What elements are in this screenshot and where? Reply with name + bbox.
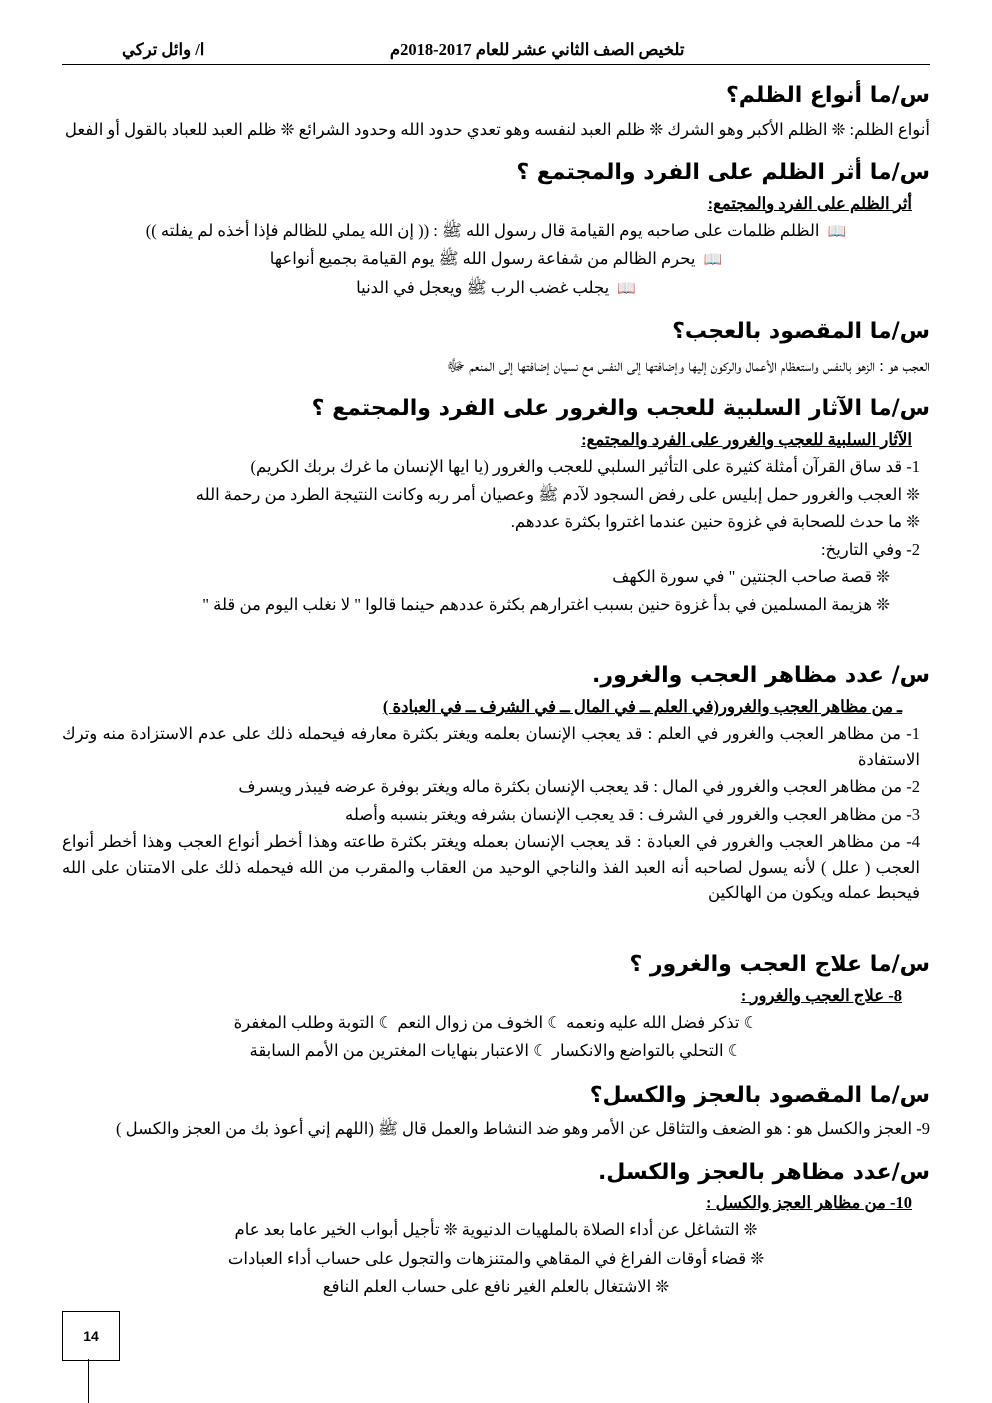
book-icon: 📖 — [703, 250, 723, 269]
list-item: ☾ تذكر فضل الله عليه ونعمه ☾ الخوف من زوال النعم ☾ التوبة وطلب المغفرة — [233, 1012, 759, 1032]
section-title-3: س/ما المقصود بالعجب؟ — [672, 319, 930, 345]
list-item: 1- قد ساق القرآن أمثلة كثيرة على التأثير السلبي للعجب والغرور (يا ايها الإنسان ما غرك بربك الكريم) — [250, 457, 920, 477]
list-item: ☾ التحلي بالتواضع والانكسار ☾ الاعتبار بنهايات المغترين من الأمم السابقة — [249, 1041, 743, 1061]
list-item: ❊ ما حدث للصحابة في غزوة حنين عندما اغتروا بكثرة عددهم. — [510, 512, 920, 532]
section-title-1: س/ما أنواع الظلم؟ — [726, 83, 930, 108]
header-title: تلخيص الصف الثاني عشر للعام 2017-2018م — [389, 40, 685, 59]
list-item: ❊ التشاغل عن أداء الصلاة بالملهيات الدنيوية ❊ تأجيل أبواب الخير عاما بعد عام — [234, 1220, 758, 1240]
list-item: ❊ الاشتغال بالعلم الغير نافع على حساب العلم النافع — [322, 1277, 670, 1297]
list-item: ❊ هزيمة المسلمين في بدأ غزوة حنين بسبب اغترارهم بكثرة عددهم حينما قالوا " لا نغلب اليوم من قلة " — [202, 594, 890, 614]
list-item: 1- من مظاهر العجب والغرور في العلم : قد يعجب الإنسان بعلمه ويغتر بكثرة معارفه فيحمله ذلك على عدم الاستزادة منه وترك الاستفادة — [62, 724, 920, 769]
section-title-2: س/ما أثر الظلم على الفرد والمجتمع ؟ — [516, 160, 930, 186]
list-item: ❊ قصة صاحب الجنتين " في سورة الكهف — [612, 567, 890, 587]
list-item: 📖يجلب غضب الرب ﷺ ويعجل في الدنيا — [62, 275, 930, 301]
section-7-paragraph: 9- العجز والكسل هو : هو الضعف والتثاقل عن الأمر وهو ضد النشاط والعمل قال ﷺ (اللهم إني أعوذ بك من العجز والكسل ) — [115, 1119, 930, 1139]
list-item: ❊ قضاء أوقات الفراغ في المقاهي والمتنزهات والتجول على حساب أداء العبادات — [227, 1248, 765, 1268]
book-icon: 📖 — [827, 221, 847, 240]
list-item: 📖الظلم ظلمات على صاحبه يوم القيامة قال رسول الله ﷺ : (( إن الله يملي للظالم فإذا أخذه لم يفلته )) — [62, 218, 930, 244]
list-item: ❊ العجب والغرور حمل إبليس على رفض السجود لآدم ﷺ وعصيان أمر ربه وكانت النتيجة الطرد من رحمة الله — [195, 484, 920, 504]
section-title-5: س/ عدد مظاهر العجب والغرور. — [592, 663, 930, 689]
section-title-8: س/عدد مظاهر بالعجز والكسل. — [597, 1159, 930, 1185]
list-item: 4- من مظاهر العجب والغرور في العبادة : قد يعجب الإنسان بعمله ويغتر بكثرة طاعته وهذا أخطر أنواع العجب وهذا أخطر أنواع العجب ( علل ) لأنه يسول لصاحبه أنه العبد الفذ والناجي الوحيد من العقاب والمقرب من الله فيحمله ذلك على الامتنان على الله فيحبط عمله ويكون من الهالكين — [62, 832, 920, 903]
section-3-paragraph: العجب هو : الزهو بالنفس واستعظام الأعمال والركون إليها وإضافتها إلى النفس مع نسيان إضافتها إلى المنعم ﷻ — [446, 355, 930, 375]
page-header — [62, 40, 930, 65]
section-2-subhead: أثر الظلم على الفرد والمجتمع: — [707, 193, 912, 213]
page-number: 14 — [62, 1311, 120, 1361]
list-item: 📖يحرم الظالم من شفاعة رسول الله ﷺ يوم القيامة بجميع أنواعها — [62, 246, 930, 272]
section-5-subhead: ـ من مظاهر العجب والغرور(في العلم ــ في المال ــ في الشرف ــ في العبادة ) — [382, 697, 902, 717]
list-item: 2- وفي التاريخ: — [820, 539, 920, 559]
section-4-subhead: الآثار السلبية للعجب والغرور على الفرد والمجتمع: — [581, 430, 912, 450]
section-1-paragraph: أنواع الظلم: ❊ الظلم الأكبر وهو الشرك ❊ ظلم العبد لنفسه وهو تعدي حدود الله وحدود الشرائع ❊ ظلم العبد للعباد بالقول أو الفعل — [64, 119, 930, 139]
book-icon: 📖 — [617, 278, 636, 297]
section-6-subhead: 8- علاج العجب والغرور : — [740, 985, 902, 1005]
margin-rule — [88, 1359, 89, 1403]
list-item: 3- من مظاهر العجب والغرور في الشرف : قد يعجب الإنسان بشرفه ويغتر بنسبه وأصله — [344, 804, 920, 824]
section-title-7: س/ما المقصود بالعجز والكسل؟ — [589, 1082, 930, 1108]
section-title-4: س/ما الآثار السلبية للعجب والغرور على الفرد والمجتمع ؟ — [311, 396, 930, 422]
header-left-author: ا/ وائل تركي — [122, 40, 205, 59]
section-8-subhead: 10- من مظاهر العجز والكسل : — [706, 1193, 912, 1213]
list-item: 2- من مظاهر العجب والغرور في المال : قد يعجب الإنسان بكثرة ماله ويغتر بوفرة عرضه فيبذر ويسرف — [238, 777, 920, 797]
section-title-6: س/ما علاج العجب والغرور ؟ — [629, 952, 930, 978]
